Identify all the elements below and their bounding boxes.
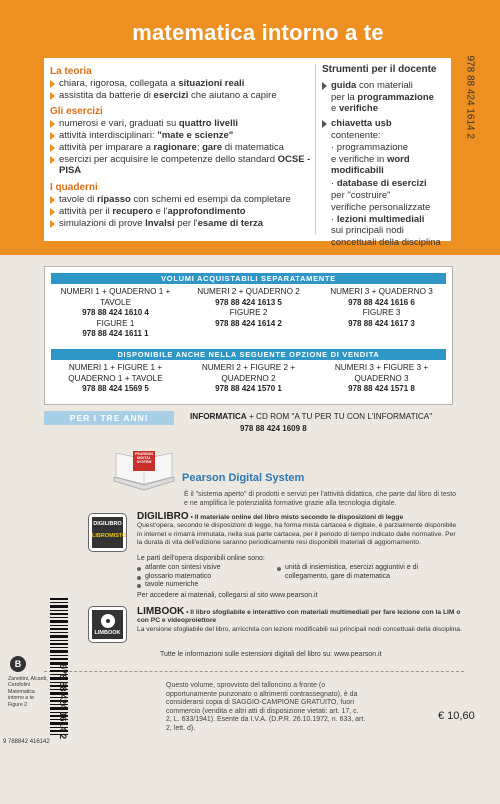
top-orange-area bbox=[0, 0, 500, 255]
triangle-bullet-icon bbox=[50, 208, 55, 216]
volumes-box bbox=[44, 266, 453, 405]
column-divider bbox=[315, 64, 316, 234]
section-quaderni-heading: I quaderni bbox=[50, 182, 98, 194]
volume-cell: NUMERI 1 + QUADERNO 1 + TAVOLE 978 88 424 1610 4 FIGURE 1 978 88 424 1611 1 bbox=[60, 287, 171, 338]
teacher-tools-heading: Strumenti per il docente bbox=[322, 64, 437, 75]
section-esercizi-heading: Gli esercizi bbox=[50, 106, 103, 118]
limbook-logo-text: LIMBOOK bbox=[94, 630, 121, 636]
pds-description: È il "sistema aperto" di prodotti e servizi per l'attività didattica, che parte dal libro di testo e ne amplifica le potenzialità formative grazie alla tecnologia digitale. bbox=[184, 491, 457, 507]
limbook-logo bbox=[88, 606, 127, 643]
volumes-header: VOLUMI ACQUISTABILI SEPARATAMENTE bbox=[51, 273, 446, 284]
barcode-number: 9 788842 416142 bbox=[3, 739, 50, 745]
limbook-text: LIMBOOK • Il libro sfogliabile e interattivo con materiali multimediali per fare lezione con la LIM o con PC e videoproiettore La versione sfogliabile del libro, arricchita con lezioni modificabili sui principali nodi concettuali della disciplina. bbox=[137, 606, 462, 633]
section-teoria-heading: La teoria bbox=[50, 66, 92, 77]
teoria-item: assistita da batterie di esercizi che aiutano a capire bbox=[50, 90, 312, 102]
option-item: atlante con sintesi visive bbox=[137, 564, 277, 573]
limbook-title: LIMBOOK bbox=[137, 606, 185, 617]
digilibro-logo-bottom: LIBROMISTO bbox=[92, 533, 127, 539]
barcode-vertical-number: 978 88 424 1614 2 bbox=[58, 664, 68, 740]
features-panel bbox=[44, 58, 451, 249]
triangle-bullet-icon bbox=[50, 92, 55, 100]
option-cell: NUMERI 1 + FIGURE 1 + QUADERNO 1 + TAVOLE 978 88 424 1569 5 bbox=[68, 363, 163, 393]
esercizi-item: esercizi per acquisire le competenze dello standard OCSE - PISA bbox=[50, 154, 312, 178]
legal-note: Questo volume, sprovvisto del talloncino a fronte (o opportunamente punzonato o altrimenti contrassegnato), è da considerarsi copia di SAGGIO-CAMPIONE GRATUITO, fuori commercio (vendita e altri atti di disposizione vietati: art. 17, c. 2, L. 633/1941). Esente da I.V.A. (D.P.R. 26.10.1972, n. 633, art. 2, lett. d). bbox=[166, 682, 366, 732]
teacher-tool-subitem: · database di esercizi per "costruire" verifiche personalizzate bbox=[331, 178, 431, 213]
option-header: DISPONIBILE ANCHE NELLA SEGUENTE OPZIONE DI VENDITA bbox=[51, 349, 446, 360]
volume-cell: NUMERI 3 + QUADERNO 3 978 88 424 1616 6 FIGURE 3 978 88 424 1617 3 bbox=[330, 287, 433, 328]
informatica-info: INFORMATICA + CD ROM "A TU PER TU CON L'INFORMATICA" 978 88 424 1609 8 bbox=[190, 412, 433, 433]
esercizi-item: numerosi e vari, graduati su quattro livelli bbox=[50, 118, 312, 130]
quaderni-item: tavole di ripasso con schemi ed esempi da completare bbox=[50, 194, 312, 206]
digilibro-logo bbox=[88, 513, 127, 552]
dashed-cut-line bbox=[44, 671, 464, 672]
triangle-bullet-icon bbox=[50, 220, 55, 228]
teacher-tool-item: guida con materiali per la programmazione e verifiche bbox=[322, 80, 447, 115]
barcode bbox=[48, 598, 80, 738]
book-credits: Zanettini, Alcardi, Cerofolini Matematica intorno a te Figure 2 bbox=[8, 676, 48, 708]
publisher-logo-icon: B bbox=[10, 656, 26, 672]
pds-book-label: PEARSON DIGITAL SYSTEM bbox=[135, 452, 153, 465]
esercizi-item: attività per imparare a ragionare; gare di matematica bbox=[50, 142, 312, 154]
option-item: glossario matematico bbox=[137, 573, 277, 582]
tre-anni-label: PER I TRE ANNI bbox=[44, 411, 174, 425]
digilibro-description: Quest'opera, secondo le disposizioni di legge, ha forma mista cartacea e digitale, è parzialmente disponibile in internet e rimarrà immutata, nella sua parte cartacea, per il periodo di tempo indicato dalle normative. Per la durata di vita dell'edizione saranno periodicamente resi disponibili materiali di aggiornamento. bbox=[137, 522, 457, 546]
teacher-tool-subitem: · lezioni multimediali sui principali nodi concettuali della disciplina bbox=[331, 213, 441, 249]
teoria-item: chiara, rigorosa, collegata a situazioni reali bbox=[50, 78, 312, 90]
option-cell: NUMERI 3 + FIGURE 3 + QUADERNO 3 978 88 424 1571 8 bbox=[334, 363, 429, 393]
option-item: tavole numeriche bbox=[137, 581, 277, 590]
digilibro-title: DIGILIBRO bbox=[137, 511, 189, 522]
teacher-tools-column bbox=[322, 64, 447, 249]
features-left-column bbox=[50, 64, 312, 229]
triangle-bullet-icon bbox=[50, 196, 55, 204]
triangle-bullet-icon bbox=[322, 120, 327, 128]
book-title: matematica intorno a te bbox=[132, 20, 384, 45]
vertical-isbn: 978 88 424 1614 2 bbox=[464, 55, 476, 139]
quaderni-item: simulazioni di prove Invalsi per l'esame di terza bbox=[50, 218, 312, 230]
triangle-bullet-icon bbox=[50, 132, 55, 140]
option-item: unità di insiemistica, esercizi aggiuntivi e di bbox=[277, 564, 462, 573]
digilibro-logo-top: DIGILIBRO bbox=[93, 521, 122, 527]
pds-title: Pearson Digital System bbox=[182, 472, 305, 484]
disc-icon bbox=[101, 614, 115, 628]
price: € 10,60 bbox=[438, 710, 475, 722]
triangle-bullet-icon bbox=[50, 156, 55, 164]
teacher-tool-item: chiavetta usb contenente: · programmazione e verifiche in word modificabili bbox=[322, 118, 447, 177]
option-cell: NUMERI 2 + FIGURE 2 + QUADERNO 2 978 88 424 1570 1 bbox=[201, 363, 296, 393]
volume-cell: NUMERI 2 + QUADERNO 2 978 88 424 1613 5 FIGURE 2 978 88 424 1614 2 bbox=[197, 287, 300, 328]
triangle-bullet-icon bbox=[322, 82, 327, 90]
triangle-bullet-icon bbox=[50, 80, 55, 88]
limbook-description: La versione sfogliabile del libro, arricchita con lezioni modificabili sui principali nodi concettuali della disciplina. bbox=[137, 625, 462, 633]
digilibro-access: Per accedere ai materiali, collegarsi al sito www.pearson.it bbox=[137, 592, 318, 599]
digital-info-footer: Tutte le informazioni sulle estensioni digitali del libro su: www.pearson.it bbox=[160, 651, 382, 658]
triangle-bullet-icon bbox=[50, 144, 55, 152]
esercizi-item: attività interdisciplinari: "mate e scienze" bbox=[50, 130, 312, 142]
digilibro-text: DIGILIBRO • Il materiale online del libro misto secondo le disposizioni di legge Quest'opera, secondo le disposizioni di legge, ha forma mista cartacea e digitale, è parzialmente disponibile in internet e rimarrà immutata, nella sua parte cartacea, per il periodo di tempo indicato dalle normative. Per la durata di vita dell'edizione saranno periodicamente resi disponibili materiali di aggiornamento. bbox=[137, 513, 462, 547]
triangle-bullet-icon bbox=[50, 120, 55, 128]
quaderni-item: attività per il recupero e l'approfondimento bbox=[50, 206, 312, 218]
